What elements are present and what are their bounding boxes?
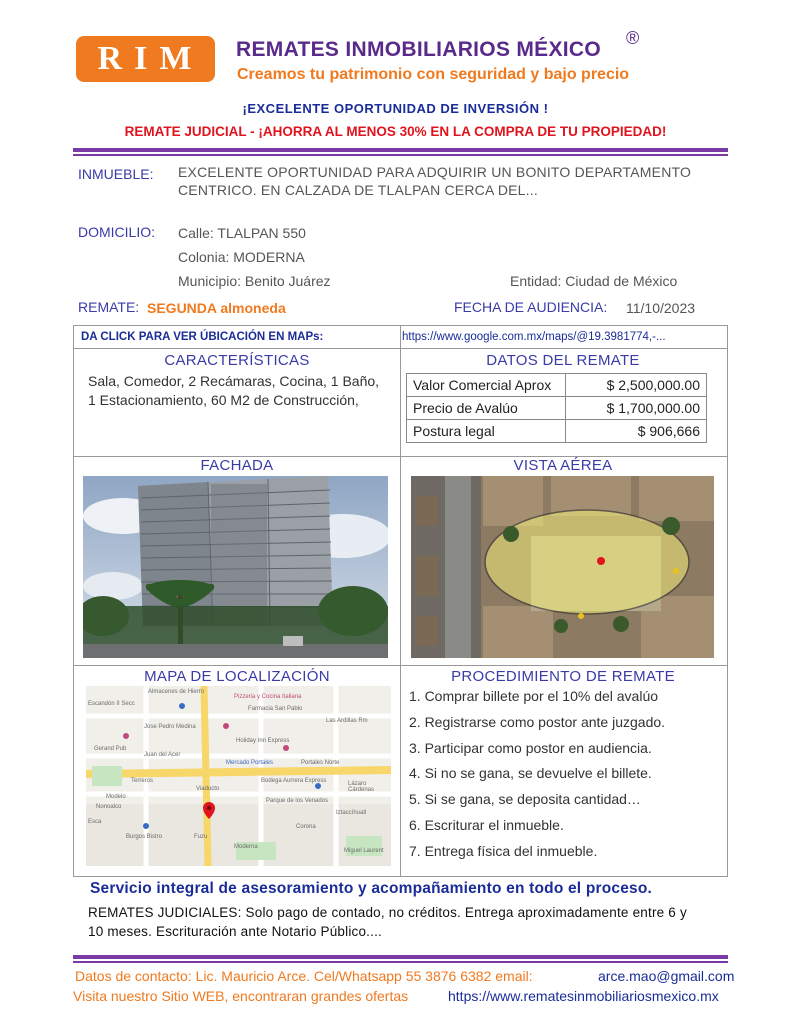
map-label: Juan del Acer [144,752,181,758]
map-label: Esca [88,819,102,825]
price-name: Precio de Avalúo [407,397,566,420]
mapa-title: MAPA DE LOCALIZACIÓN [144,668,330,685]
caracteristicas-title: CARACTERÍSTICAS [164,352,310,369]
map-label: Portales Norte [301,760,340,766]
map-label: Holiday Inn Express [236,738,290,744]
map-label: Almacenes de Hierro [148,689,205,695]
entidad: Entidad: Ciudad de México [510,273,678,289]
price-table [406,373,707,443]
logo [76,36,215,82]
fecha-value: 11/10/2023 [626,300,696,316]
map-label: Terreros [131,778,154,784]
remate-value: SEGUNDA almoneda [147,300,286,316]
fecha-label: FECHA DE AUDIENCIA: [454,299,608,315]
map-label: Lázaro Cárdenas [348,781,375,793]
price-amount: $ 906,666 [566,420,707,443]
map-label: Iztaccíhuatl [336,810,367,816]
map-label: Mercado Portales [226,760,274,766]
fachada-title: FACHADA [200,457,274,474]
calle: Calle: TLALPAN 550 [178,225,306,241]
map-label: Viaducto [196,786,220,792]
maps-label: DA CLICK PARA VER ÚBICACIÓN EN MAPs: [81,331,324,343]
list-item: 3. Participar como postor en audiencia. [409,739,652,756]
list-item: 7. Entrega física del inmueble. [409,842,598,859]
table-row [407,374,707,397]
divider [73,961,728,963]
contact-text: Datos de contacto: Lic. Mauricio Arce. Cel/Whatsapp 55 3876 6382 email: [75,968,533,984]
remate-label: REMATE: [78,299,140,315]
caracteristicas-text: Sala, Comedor, 2 Recámaras, Cocina, 1 Baño, 1 Estacionamiento, 60 M2 de Construcción, [88,373,380,408]
service-text: Servicio integral de asesoramiento y acompañamiento en todo el proceso. [90,880,653,897]
map-label: Escandón II Secc [88,701,135,707]
logo-text: RIM [97,40,204,77]
inmueble-label: INMUEBLE: [78,166,154,182]
divider [73,955,728,959]
registered-mark: ® [626,28,640,48]
website-link[interactable]: https://www.rematesinmobiliariosmexico.mx [448,988,719,1004]
domicilio-label: DOMICILIO: [78,224,156,240]
map-label: Jose Pedro Medina [144,724,196,730]
price-name: Postura legal [407,420,566,443]
map-label: Miguel Laurent [344,848,384,854]
judiciales-text: REMATES JUDICIALES: Solo pago de contado, no créditos. Entrega aproximadamente entre 6 y 10 meses. Escrituración ante Notario Público.... [88,905,687,939]
procedimiento-title: PROCEDIMIENTO DE REMATE [451,668,675,685]
divider [73,148,728,152]
list-item: 6. Escriturar el inmueble. [409,816,564,833]
list-item: 2. Registrarse como postor ante juzgado. [409,713,666,730]
email-link[interactable]: arce.mao@gmail.com [598,968,735,984]
headline-remate: REMATE JUDICIAL - ¡AHORRA AL MENOS 30% EN LA COMPRA DE TU PROPIEDAD! [124,124,667,139]
inmueble-description: EXCELENTE OPORTUNIDAD PARA ADQUIRIR UN BONITO DEPARTAMENTO CENTRICO. EN CALZADA DE TLALPAN CERCA DEL... [178,164,692,198]
location-map [86,686,391,866]
map-label: Modelo [106,794,126,800]
price-amount: $ 2,500,000.00 [566,374,707,397]
brand-name: REMATES INMOBILIARIOS MÉXICO [236,38,602,61]
table-row [407,397,707,420]
datos-remate-title: DATOS DEL REMATE [486,352,640,369]
map-label: Las Ardillas Rm [326,718,368,724]
maps-link[interactable]: https://www.google.com.mx/maps/@19.3981774,-... [402,331,666,343]
headline-opportunity: ¡EXCELENTE OPORTUNIDAD DE INVERSIÓN ! [242,101,549,116]
map-label: Pizzeria y Cocina Italiana [234,694,302,700]
map-label: Farmacia San Pablo [248,706,303,712]
municipio: Municipio: Benito Juárez [178,273,331,289]
map-label: Bodega Aurrera Express [261,778,327,784]
visit-text: Visita nuestro Sitio WEB, encontraran grandes ofertas [73,988,409,1004]
list-item: 4. Si no se gana, se devuelve el billete. [409,765,652,782]
list-item: 1. Comprar billete por el 10% del avalúo [409,688,659,704]
map-label: Parque de los Venados [266,798,329,804]
map-label: Nonoalco [96,804,122,810]
procedure-steps [409,688,665,869]
aerial-photo [411,476,714,658]
map-label: Moderna [234,844,258,850]
table-row [407,420,707,443]
vista-aerea-title: VISTA AÉREA [513,457,613,474]
price-amount: $ 1,700,000.00 [566,397,707,420]
map-label: Gerand Pub [94,746,127,752]
map-label: Burgos Bistro [126,834,163,840]
slogan: Creamos tu patrimonio con seguridad y bajo precio [237,66,630,83]
divider [73,154,728,156]
map-label: Fuzu [194,834,208,840]
price-name: Valor Comercial Aprox [407,374,566,397]
colonia: Colonia: MODERNA [178,249,305,265]
fachada-photo [83,476,388,658]
list-item: 5. Si se gana, se deposita cantidad… [409,791,641,808]
map-label: Corona [296,824,316,830]
